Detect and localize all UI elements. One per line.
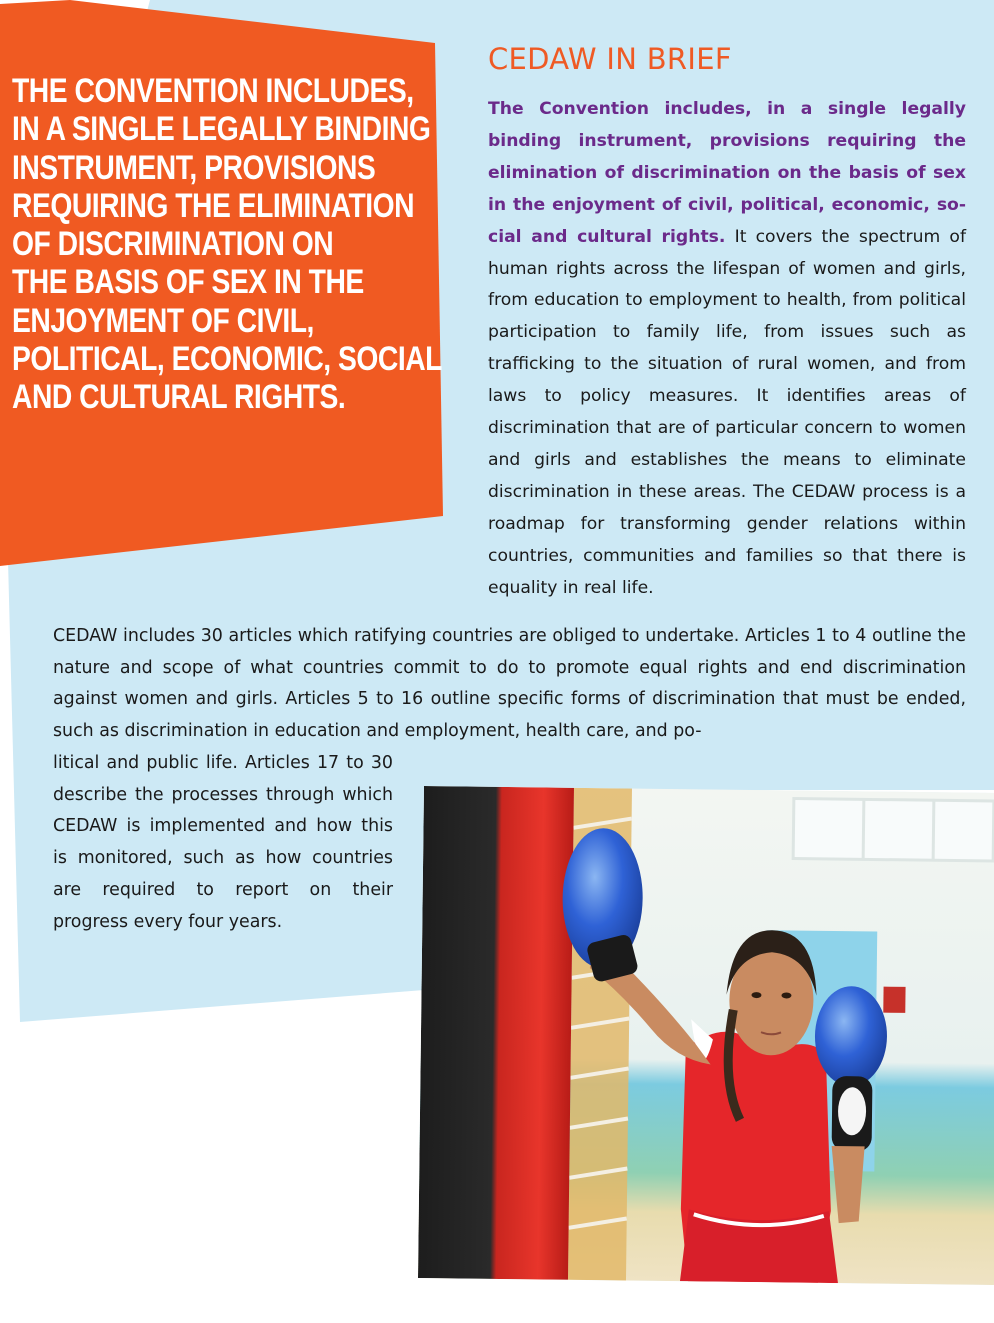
brief-paragraph [488,94,966,605]
pull-quote [12,72,442,417]
pull-quote-line: IN A SINGLE LEGALLY BINDING [12,110,431,149]
pull-quote-line: OF DISCRIMINATION ON [12,225,334,264]
section-title: CEDAW IN BRIEF [488,42,732,76]
boxer-photo [418,786,994,1285]
articles-paragraph-part2: litical and public life. Articles 17 to 30 describe the processes through which CEDAW is implemented and how this is monitored, such as how countries are required to report on their progress every four years. [53,753,393,932]
pull-quote-line: INSTRUMENT, PROVISIONS [12,148,376,187]
pull-quote-line: POLITICAL, ECONOMIC, SOCIAL [12,340,442,379]
pull-quote-line: REQUIRING THE ELIMINATION [12,186,415,225]
brief-body-text: It covers the spectrum of human rights across the lifespan of women and girls, from education to employment to health, from political participation to family life, from issues such as trafficking to the situation of rural women, and from laws to policy measures. It identifies areas of discrimination that are of particular concern to women and girls and establishes the means to eliminate discrimination in these areas. The CEDAW process is a roadmap for transforming gender relations within countries, communities and families so that there is equality in real life. [488,226,966,598]
pull-quote-line: THE CONVENTION INCLUDES, [12,72,414,110]
pull-quote-line: ENJOYMENT OF CIVIL, [12,301,314,340]
brief-lead-text: The Convention includes, in a single legally binding instrument, provisions requiring the elimination of discrimination on the basis of sex in the enjoyment of civil, political, economic, social and cultural rights. [488,99,966,247]
pull-quote-line: AND CULTURAL RIGHTS. [12,378,346,417]
pull-quote-line: THE BASIS OF SEX IN THE [12,263,364,302]
boxer-photo-illustration [418,786,994,1285]
articles-paragraph-part1: CEDAW includes 30 articles which ratifying countries are obliged to undertake. Articles 1 to 4 outline the nature and scope of what countries commit to do to promote equal rights and end discrimination against women and girls. Articles 5 to 16 outline specific forms of discrimination that must be ended, such as discrimination in education and employment, health care, and po- [53,626,966,742]
